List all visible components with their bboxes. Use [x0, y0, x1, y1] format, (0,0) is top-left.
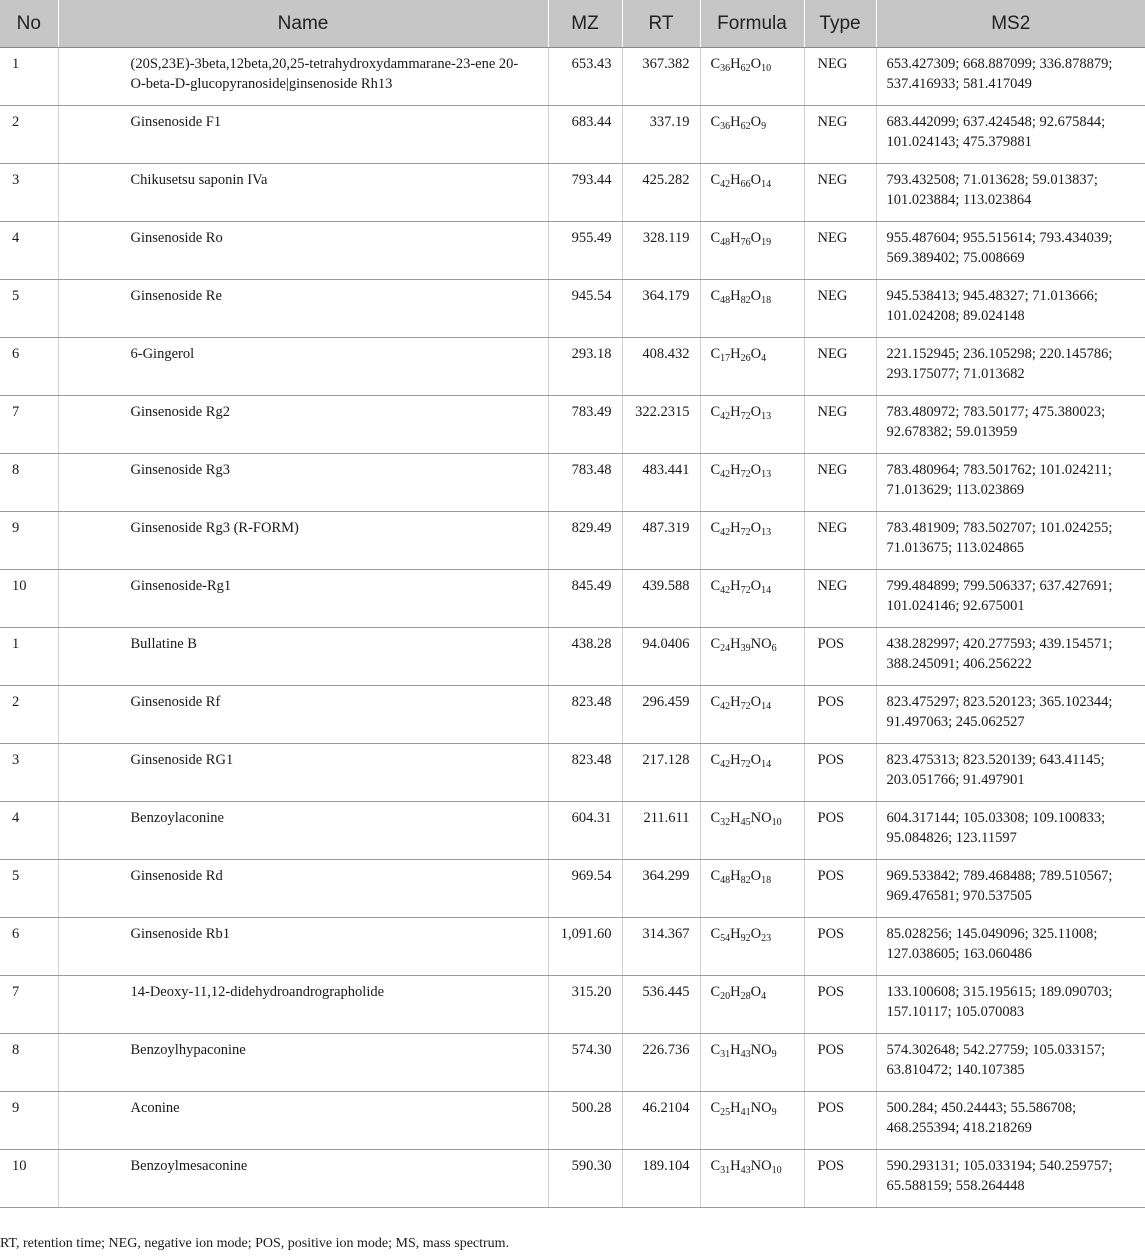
- cell-name: Chikusetsu saponin IVa: [58, 164, 548, 222]
- cell-mz: 1,091.60: [548, 918, 622, 976]
- table-row: [0, 628, 1145, 686]
- cell-ms2: 221.152945; 236.105298; 220.145786; 293.175077; 71.013682: [876, 338, 1145, 396]
- cell-no: 5: [0, 860, 58, 918]
- cell-mz: 955.49: [548, 222, 622, 280]
- cell-mz: 438.28: [548, 628, 622, 686]
- table-row: [0, 1034, 1145, 1092]
- cell-formula: $C_{17}H_{26}O_4$: [700, 338, 804, 396]
- cell-no: 3: [0, 744, 58, 802]
- cell-formula: $C_{24}H_{39}NO_6$: [700, 628, 804, 686]
- cell-formula: $C_{31}H_{43}NO_9$: [700, 1034, 804, 1092]
- cell-formula: $C_{42}H_{72}O_{14}$: [700, 570, 804, 628]
- cell-mz: 653.43: [548, 48, 622, 106]
- cell-mz: 574.30: [548, 1034, 622, 1092]
- cell-name: Ginsenoside RG1: [58, 744, 548, 802]
- cell-name: Ginsenoside Rg3 (R-FORM): [58, 512, 548, 570]
- cell-no: 9: [0, 512, 58, 570]
- cell-formula: $C_{31}H_{43}NO_{10}$: [700, 1150, 804, 1208]
- cell-rt: 211.611: [622, 802, 700, 860]
- cell-type: POS: [804, 1092, 876, 1150]
- cell-no: 6: [0, 338, 58, 396]
- cell-formula: $C_{20}H_{28}O_4$: [700, 976, 804, 1034]
- table-row: [0, 454, 1145, 512]
- table-row: [0, 570, 1145, 628]
- cell-rt: 408.432: [622, 338, 700, 396]
- column-header-ms2: MS2: [876, 0, 1145, 48]
- cell-formula: $C_{48}H_{76}O_{19}$: [700, 222, 804, 280]
- cell-name: Ginsenoside Rb1: [58, 918, 548, 976]
- cell-name: Benzoylmesaconine: [58, 1150, 548, 1208]
- cell-mz: 604.31: [548, 802, 622, 860]
- table-row: [0, 1150, 1145, 1208]
- cell-rt: 536.445: [622, 976, 700, 1034]
- cell-formula: $C_{25}H_{41}NO_9$: [700, 1092, 804, 1150]
- cell-rt: 337.19: [622, 106, 700, 164]
- cell-mz: 823.48: [548, 686, 622, 744]
- table-footnote: RT, retention time; NEG, negative ion mode; POS, positive ion mode; MS, mass spectrum.: [0, 1236, 510, 1251]
- cell-no: 10: [0, 570, 58, 628]
- cell-type: POS: [804, 918, 876, 976]
- cell-rt: 296.459: [622, 686, 700, 744]
- cell-mz: 315.20: [548, 976, 622, 1034]
- cell-name: Benzoylaconine: [58, 802, 548, 860]
- cell-ms2: 823.475297; 823.520123; 365.102344; 91.497063; 245.062527: [876, 686, 1145, 744]
- cell-mz: 683.44: [548, 106, 622, 164]
- cell-mz: 969.54: [548, 860, 622, 918]
- cell-no: 7: [0, 396, 58, 454]
- cell-type: NEG: [804, 570, 876, 628]
- cell-rt: 217.128: [622, 744, 700, 802]
- cell-mz: 293.18: [548, 338, 622, 396]
- cell-mz: 845.49: [548, 570, 622, 628]
- table-row: [0, 918, 1145, 976]
- cell-formula: $C_{32}H_{45}NO_{10}$: [700, 802, 804, 860]
- cell-rt: 367.382: [622, 48, 700, 106]
- cell-rt: 425.282: [622, 164, 700, 222]
- cell-name: Benzoylhypaconine: [58, 1034, 548, 1092]
- cell-no: 7: [0, 976, 58, 1034]
- table-row: [0, 106, 1145, 164]
- cell-ms2: 683.442099; 637.424548; 92.675844; 101.024143; 475.379881: [876, 106, 1145, 164]
- column-header-no: No: [0, 0, 58, 48]
- cell-ms2: 783.480964; 783.501762; 101.024211; 71.013629; 113.023869: [876, 454, 1145, 512]
- cell-rt: 314.367: [622, 918, 700, 976]
- cell-type: POS: [804, 976, 876, 1034]
- cell-rt: 226.736: [622, 1034, 700, 1092]
- cell-type: POS: [804, 628, 876, 686]
- cell-mz: 945.54: [548, 280, 622, 338]
- cell-no: 10: [0, 1150, 58, 1208]
- cell-formula: $C_{42}H_{72}O_{13}$: [700, 512, 804, 570]
- cell-name: Ginsenoside Rf: [58, 686, 548, 744]
- cell-type: NEG: [804, 338, 876, 396]
- table-row: [0, 338, 1145, 396]
- column-header-formula: Formula: [700, 0, 804, 48]
- cell-ms2: 85.028256; 145.049096; 325.11008; 127.038605; 163.060486: [876, 918, 1145, 976]
- cell-rt: 189.104: [622, 1150, 700, 1208]
- cell-formula: $C_{54}H_{92}O_{23}$: [700, 918, 804, 976]
- cell-type: NEG: [804, 280, 876, 338]
- column-header-rt: RT: [622, 0, 700, 48]
- cell-ms2: 500.284; 450.24443; 55.586708; 468.255394; 418.218269: [876, 1092, 1145, 1150]
- cell-rt: 46.2104: [622, 1092, 700, 1150]
- table-row: [0, 222, 1145, 280]
- cell-name: Ginsenoside Rg2: [58, 396, 548, 454]
- cell-formula: $C_{42}H_{66}O_{14}$: [700, 164, 804, 222]
- cell-name: Ginsenoside Ro: [58, 222, 548, 280]
- cell-name: Ginsenoside Rd: [58, 860, 548, 918]
- cell-name: Bullatine B: [58, 628, 548, 686]
- cell-rt: 364.299: [622, 860, 700, 918]
- cell-name: 6-Gingerol: [58, 338, 548, 396]
- cell-no: 8: [0, 1034, 58, 1092]
- cell-type: NEG: [804, 106, 876, 164]
- cell-ms2: 783.480972; 783.50177; 475.380023; 92.678382; 59.013959: [876, 396, 1145, 454]
- cell-ms2: 799.484899; 799.506337; 637.427691; 101.024146; 92.675001: [876, 570, 1145, 628]
- cell-type: POS: [804, 1150, 876, 1208]
- cell-rt: 322.2315: [622, 396, 700, 454]
- cell-type: NEG: [804, 512, 876, 570]
- header-row: [0, 0, 1145, 48]
- cell-no: 2: [0, 106, 58, 164]
- cell-mz: 823.48: [548, 744, 622, 802]
- cell-name: Aconine: [58, 1092, 548, 1150]
- table-row: [0, 860, 1145, 918]
- cell-name: (20S,23E)-3beta,12beta,20,25-tetrahydroxydammarane-23-ene 20-O-beta-D-glucopyranoside|ginsenoside Rh13: [58, 48, 548, 106]
- cell-no: 3: [0, 164, 58, 222]
- cell-ms2: 438.282997; 420.277593; 439.154571; 388.245091; 406.256222: [876, 628, 1145, 686]
- cell-ms2: 969.533842; 789.468488; 789.510567; 969.476581; 970.537505: [876, 860, 1145, 918]
- cell-rt: 364.179: [622, 280, 700, 338]
- cell-formula: $C_{42}H_{72}O_{13}$: [700, 454, 804, 512]
- cell-formula: $C_{42}H_{72}O_{14}$: [700, 744, 804, 802]
- cell-mz: 829.49: [548, 512, 622, 570]
- cell-ms2: 590.293131; 105.033194; 540.259757; 65.588159; 558.264448: [876, 1150, 1145, 1208]
- cell-type: POS: [804, 1034, 876, 1092]
- cell-mz: 590.30: [548, 1150, 622, 1208]
- cell-ms2: 133.100608; 315.195615; 189.090703; 157.10117; 105.070083: [876, 976, 1145, 1034]
- cell-type: POS: [804, 686, 876, 744]
- table-body: [0, 48, 1145, 1208]
- cell-type: NEG: [804, 164, 876, 222]
- cell-mz: 783.48: [548, 454, 622, 512]
- cell-no: 8: [0, 454, 58, 512]
- cell-mz: 793.44: [548, 164, 622, 222]
- column-header-type: Type: [804, 0, 876, 48]
- cell-ms2: 574.302648; 542.27759; 105.033157; 63.810472; 140.107385: [876, 1034, 1145, 1092]
- cell-type: POS: [804, 860, 876, 918]
- cell-type: NEG: [804, 396, 876, 454]
- cell-formula: $C_{36}H_{62}O_{10}$: [700, 48, 804, 106]
- cell-name: Ginsenoside-Rg1: [58, 570, 548, 628]
- cell-type: NEG: [804, 222, 876, 280]
- cell-ms2: 604.317144; 105.03308; 109.100833; 95.084826; 123.11597: [876, 802, 1145, 860]
- table-row: [0, 396, 1145, 454]
- table-row: [0, 744, 1145, 802]
- cell-formula: $C_{36}H_{62}O_9$: [700, 106, 804, 164]
- table-row: [0, 48, 1145, 106]
- table-row: [0, 512, 1145, 570]
- cell-type: POS: [804, 744, 876, 802]
- cell-no: 6: [0, 918, 58, 976]
- cell-no: 4: [0, 222, 58, 280]
- cell-formula: $C_{42}H_{72}O_{13}$: [700, 396, 804, 454]
- cell-formula: $C_{48}H_{82}O_{18}$: [700, 860, 804, 918]
- cell-type: POS: [804, 802, 876, 860]
- table-row: [0, 280, 1145, 338]
- cell-rt: 328.119: [622, 222, 700, 280]
- cell-ms2: 783.481909; 783.502707; 101.024255; 71.013675; 113.024865: [876, 512, 1145, 570]
- cell-no: 9: [0, 1092, 58, 1150]
- cell-type: NEG: [804, 454, 876, 512]
- table-row: [0, 1092, 1145, 1150]
- cell-no: 2: [0, 686, 58, 744]
- table-row: [0, 164, 1145, 222]
- cell-rt: 439.588: [622, 570, 700, 628]
- cell-type: NEG: [804, 48, 876, 106]
- cell-name: Ginsenoside Re: [58, 280, 548, 338]
- cell-name: 14-Deoxy-11,12-didehydroandrographolide: [58, 976, 548, 1034]
- cell-no: 1: [0, 48, 58, 106]
- cell-ms2: 793.432508; 71.013628; 59.013837; 101.023884; 113.023864: [876, 164, 1145, 222]
- table-row: [0, 976, 1145, 1034]
- cell-ms2: 955.487604; 955.515614; 793.434039; 569.389402; 75.008669: [876, 222, 1145, 280]
- cell-ms2: 945.538413; 945.48327; 71.013666; 101.024208; 89.024148: [876, 280, 1145, 338]
- column-header-mz: MZ: [548, 0, 622, 48]
- cell-formula: $C_{42}H_{72}O_{14}$: [700, 686, 804, 744]
- cell-ms2: 823.475313; 823.520139; 643.41145; 203.051766; 91.497901: [876, 744, 1145, 802]
- table-row: [0, 686, 1145, 744]
- cell-name: Ginsenoside Rg3: [58, 454, 548, 512]
- cell-no: 4: [0, 802, 58, 860]
- cell-name: Ginsenoside F1: [58, 106, 548, 164]
- cell-no: 5: [0, 280, 58, 338]
- cell-mz: 500.28: [548, 1092, 622, 1150]
- column-header-name: Name: [58, 0, 548, 48]
- cell-no: 1: [0, 628, 58, 686]
- cell-mz: 783.49: [548, 396, 622, 454]
- cell-formula: $C_{48}H_{82}O_{18}$: [700, 280, 804, 338]
- table-row: [0, 802, 1145, 860]
- cell-ms2: 653.427309; 668.887099; 336.878879; 537.416933; 581.417049: [876, 48, 1145, 106]
- cell-rt: 94.0406: [622, 628, 700, 686]
- cell-rt: 487.319: [622, 512, 700, 570]
- cell-rt: 483.441: [622, 454, 700, 512]
